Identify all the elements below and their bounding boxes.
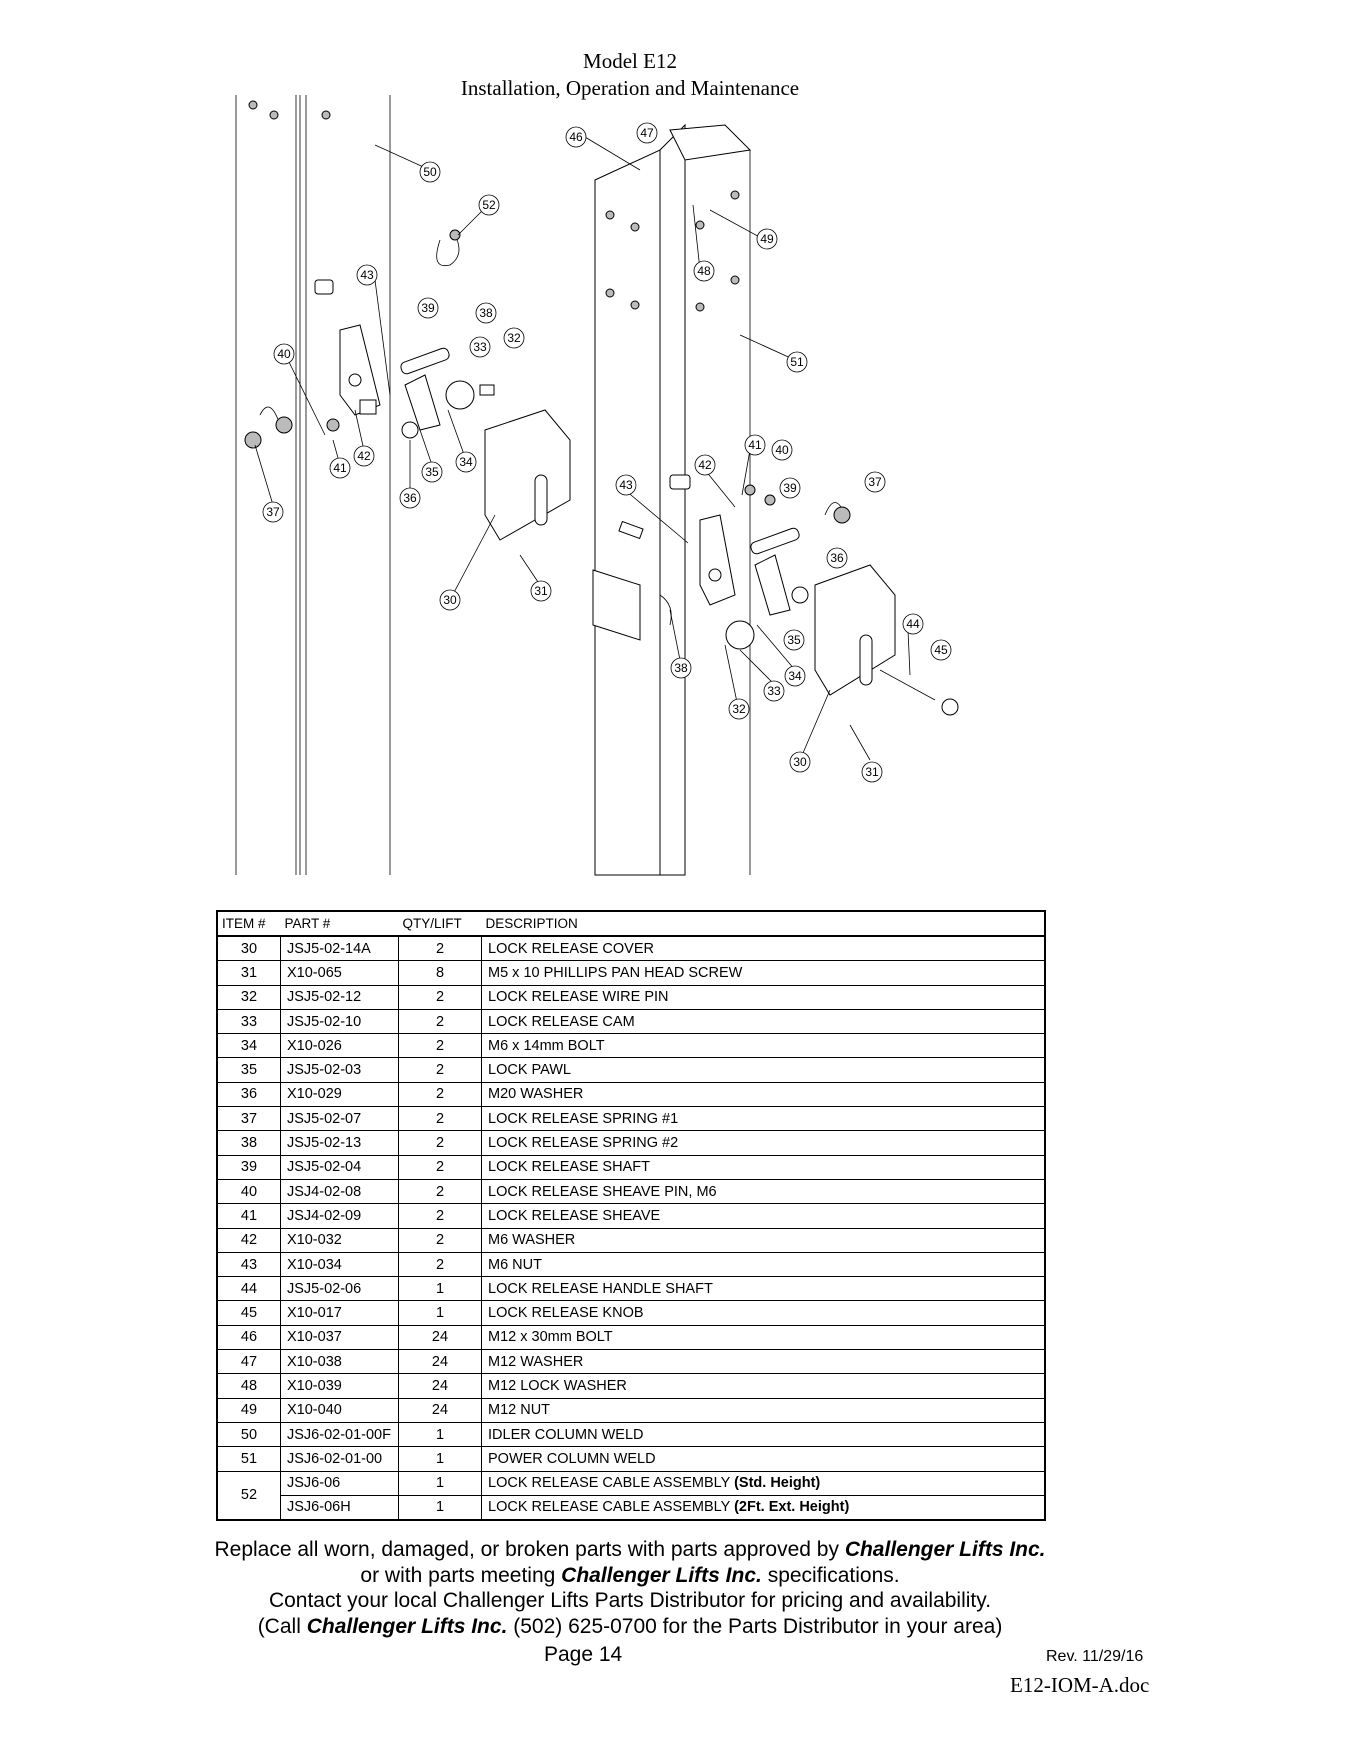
leader-lines	[255, 137, 910, 760]
callout-38a	[476, 303, 496, 323]
callout-39b	[780, 478, 800, 498]
cell-item: 38	[217, 1131, 281, 1155]
callout-label: 47	[640, 126, 654, 140]
exploded-parts-diagram	[230, 95, 1080, 885]
callout-label: 36	[403, 491, 417, 505]
callout-label: 41	[748, 438, 762, 452]
cell-description	[482, 1471, 1046, 1495]
callout-label: 44	[906, 617, 920, 631]
callout-label: 49	[760, 232, 774, 246]
cell-qty: 2	[399, 1155, 482, 1179]
table-row	[217, 1058, 1045, 1082]
cell-qty: 2	[399, 1107, 482, 1131]
cell-part: X10-029	[281, 1082, 399, 1106]
callout-label: 30	[793, 755, 807, 769]
page-header	[0, 48, 1260, 102]
cell-item: 49	[217, 1398, 281, 1422]
cell-item: 31	[217, 961, 281, 985]
manual-title: Installation, Operation and Maintenance	[460, 76, 800, 100]
table-row	[217, 1447, 1045, 1471]
cell-description: LOCK PAWL	[482, 1058, 1046, 1082]
callout-label: 30	[443, 593, 457, 607]
cell-part: JSJ4-02-08	[281, 1179, 399, 1203]
callout-39a	[418, 298, 438, 318]
callout-label: 34	[459, 455, 473, 469]
cell-qty: 2	[399, 1058, 482, 1082]
table-row	[217, 1350, 1045, 1374]
brand-name: Challenger Lifts Inc.	[561, 1563, 762, 1587]
table-row	[217, 1252, 1045, 1276]
table-row	[217, 1034, 1045, 1058]
callout-label: 41	[333, 461, 347, 475]
cell-description: POWER COLUMN WELD	[482, 1447, 1046, 1471]
callout-47	[637, 123, 657, 143]
callout-34b	[785, 666, 805, 686]
cell-item: 36	[217, 1082, 281, 1106]
model-title: Model E12	[583, 49, 677, 73]
callout-32b	[729, 699, 749, 719]
cell-qty: 1	[399, 1277, 482, 1301]
cell-item: 47	[217, 1350, 281, 1374]
table-header-row	[217, 911, 1045, 936]
cell-item: 48	[217, 1374, 281, 1398]
callout-label: 33	[473, 340, 487, 354]
callout-51	[787, 352, 807, 372]
callout-label: 32	[732, 702, 746, 716]
cell-qty: 2	[399, 1228, 482, 1252]
cell-part: JSJ5-02-14A	[281, 936, 399, 961]
header-item: ITEM #	[217, 911, 281, 936]
callout-33a	[470, 337, 490, 357]
table-row	[217, 1155, 1045, 1179]
table-row	[217, 1398, 1045, 1422]
notice-text: (502) 625-0700 for the Parts Distributor in your area)	[507, 1614, 1003, 1638]
cell-qty: 2	[399, 1252, 482, 1276]
table-row	[217, 1228, 1045, 1252]
callout-34a	[456, 452, 476, 472]
callout-label: 37	[266, 505, 280, 519]
callout-35b	[784, 630, 804, 650]
cell-item: 41	[217, 1204, 281, 1228]
cell-part: JSJ5-02-03	[281, 1058, 399, 1082]
cell-item: 39	[217, 1155, 281, 1179]
callout-50	[420, 162, 440, 182]
cell-qty: 8	[399, 961, 482, 985]
cell-item: 42	[217, 1228, 281, 1252]
cell-part: JSJ5-02-13	[281, 1131, 399, 1155]
callout-label: 32	[507, 331, 521, 345]
cell-description: LOCK RELEASE SPRING #2	[482, 1131, 1046, 1155]
callout-label: 40	[775, 443, 789, 457]
table-row	[217, 985, 1045, 1009]
callout-label: 42	[357, 449, 371, 463]
cell-item: 43	[217, 1252, 281, 1276]
cell-qty: 1	[399, 1447, 482, 1471]
cell-qty: 24	[399, 1398, 482, 1422]
brand-name: Challenger Lifts Inc.	[844, 1538, 1046, 1561]
callout-30a	[440, 590, 460, 610]
callout-label: 31	[534, 584, 548, 598]
callout-label: 43	[360, 268, 374, 282]
cell-part: JSJ6-02-01-00F	[281, 1422, 399, 1446]
callout-label: 38	[479, 306, 493, 320]
callout-label: 52	[482, 198, 496, 212]
cell-qty: 2	[399, 936, 482, 961]
cell-description: LOCK RELEASE KNOB	[482, 1301, 1046, 1325]
cell-description: IDLER COLUMN WELD	[482, 1422, 1046, 1446]
idler-column	[236, 95, 390, 875]
callout-label: 42	[698, 458, 712, 472]
callout-label: 45	[934, 643, 948, 657]
callout-49	[757, 229, 777, 249]
cell-qty: 1	[399, 1422, 482, 1446]
table-body	[217, 936, 1045, 1520]
cell-qty: 1	[399, 1471, 482, 1495]
callout-43b	[616, 475, 636, 495]
cell-description: LOCK RELEASE SHEAVE PIN, M6	[482, 1179, 1046, 1203]
table-row	[217, 1325, 1045, 1349]
cell-qty: 2	[399, 1204, 482, 1228]
callout-label: 34	[788, 669, 802, 683]
cell-item: 51	[217, 1447, 281, 1471]
callout-36b	[827, 548, 847, 568]
callout-52	[479, 195, 499, 215]
callout-label: 37	[868, 475, 882, 489]
notice-text: (Call	[257, 1614, 307, 1638]
callout-label: 35	[787, 633, 801, 647]
header-description: DESCRIPTION	[482, 911, 1046, 936]
cell-part: X10-037	[281, 1325, 399, 1349]
cell-qty: 24	[399, 1325, 482, 1349]
cell-description: M6 WASHER	[482, 1228, 1046, 1252]
cell-item: 30	[217, 936, 281, 961]
cell-part: X10-040	[281, 1398, 399, 1422]
cell-qty: 2	[399, 1131, 482, 1155]
notice-text: specifications.	[761, 1563, 900, 1587]
callout-label: 46	[569, 130, 583, 144]
callout-label: 40	[277, 347, 291, 361]
table-row	[217, 1009, 1045, 1033]
cell-item: 33	[217, 1009, 281, 1033]
cell-qty: 2	[399, 1082, 482, 1106]
cell-qty: 24	[399, 1374, 482, 1398]
cell-description	[482, 1495, 1046, 1520]
callout-label: 36	[830, 551, 844, 565]
notice-text: or with parts meeting	[360, 1563, 562, 1587]
cell-part: X10-034	[281, 1252, 399, 1276]
callout-label: 39	[783, 481, 797, 495]
cell-description: LOCK RELEASE SPRING #1	[482, 1107, 1046, 1131]
cell-item: 32	[217, 985, 281, 1009]
callout-label: 31	[865, 765, 879, 779]
table-row	[217, 1277, 1045, 1301]
table-row	[217, 1179, 1045, 1203]
callout-label: 39	[421, 301, 435, 315]
cell-part: JSJ5-02-06	[281, 1277, 399, 1301]
callout-label: 35	[425, 465, 439, 479]
table-row-52b	[217, 1495, 1045, 1520]
cell-item: 50	[217, 1422, 281, 1446]
cell-description: LOCK RELEASE SHEAVE	[482, 1204, 1046, 1228]
cell-part: JSJ6-02-01-00	[281, 1447, 399, 1471]
cell-description: M6 x 14mm BOLT	[482, 1034, 1046, 1058]
callout-label: 33	[767, 684, 781, 698]
callout-40b	[772, 440, 792, 460]
cell-part: JSJ6-06H	[281, 1495, 399, 1520]
callout-36a	[400, 488, 420, 508]
cell-description: M12 x 30mm BOLT	[482, 1325, 1046, 1349]
description-text: LOCK RELEASE CABLE ASSEMBLY	[488, 1475, 735, 1492]
cell-description: LOCK RELEASE WIRE PIN	[482, 985, 1046, 1009]
header-qty: QTY/LIFT	[399, 911, 482, 936]
table-row	[217, 1422, 1045, 1446]
callout-31b	[862, 762, 882, 782]
callout-41a	[330, 458, 350, 478]
callout-37a	[263, 502, 283, 522]
cell-description: M20 WASHER	[482, 1082, 1046, 1106]
cell-item: 45	[217, 1301, 281, 1325]
cell-part: X10-032	[281, 1228, 399, 1252]
callout-44	[903, 614, 923, 634]
table-row	[217, 961, 1045, 985]
cell-qty: 2	[399, 985, 482, 1009]
callout-42a	[354, 446, 374, 466]
notice-line-3: Contact your local Challenger Lifts Parts Distributor for pricing and availability.	[268, 1589, 992, 1612]
cell-qty: 2	[399, 1009, 482, 1033]
cell-item: 37	[217, 1107, 281, 1131]
callout-label: 38	[674, 661, 688, 675]
cell-qty: 2	[399, 1179, 482, 1203]
callout-label: 51	[790, 355, 804, 369]
cell-description: LOCK RELEASE HANDLE SHAFT	[482, 1277, 1046, 1301]
table-row	[217, 1301, 1045, 1325]
cell-description: M5 x 10 PHILLIPS PAN HEAD SCREW	[482, 961, 1046, 985]
height-note: (Std. Height)	[734, 1475, 821, 1492]
cell-part: X10-065	[281, 961, 399, 985]
callout-32a	[504, 328, 524, 348]
callout-35a	[422, 462, 442, 482]
cell-part: JSJ5-02-04	[281, 1155, 399, 1179]
document-filename: E12-IOM-A.doc	[1010, 1673, 1150, 1697]
cell-description: M6 NUT	[482, 1252, 1046, 1276]
height-note: (2Ft. Ext. Height)	[734, 1499, 850, 1516]
callout-46	[566, 127, 586, 147]
brand-name: Challenger Lifts Inc.	[306, 1614, 508, 1638]
revision-date: Rev. 11/29/16	[1046, 1648, 1144, 1665]
cell-part: JSJ5-02-07	[281, 1107, 399, 1131]
cell-item: 46	[217, 1325, 281, 1349]
table-row	[217, 1131, 1045, 1155]
callout-45	[931, 640, 951, 660]
table-row-52a	[217, 1471, 1045, 1495]
notice-text: Replace all worn, damaged, or broken parts with parts approved by	[214, 1538, 845, 1561]
cell-item: 52	[217, 1471, 281, 1520]
cell-part: JSJ4-02-09	[281, 1204, 399, 1228]
callout-48	[694, 261, 714, 281]
cell-item: 35	[217, 1058, 281, 1082]
right-lock-assembly	[660, 475, 958, 715]
cell-part: X10-017	[281, 1301, 399, 1325]
callout-label: 43	[619, 478, 633, 492]
notice-line-1	[130, 1537, 1130, 1563]
cell-qty: 1	[399, 1495, 482, 1520]
cell-part: JSJ5-02-12	[281, 985, 399, 1009]
page-number: Page 14	[544, 1643, 623, 1666]
cell-description: LOCK RELEASE COVER	[482, 936, 1046, 961]
callout-38b	[671, 658, 691, 678]
cell-qty: 2	[399, 1034, 482, 1058]
cell-part: X10-038	[281, 1350, 399, 1374]
parts-list-table	[216, 910, 1046, 1521]
cell-item: 44	[217, 1277, 281, 1301]
cell-qty: 24	[399, 1350, 482, 1374]
cell-part: X10-039	[281, 1374, 399, 1398]
callout-43a	[357, 265, 377, 285]
table-row	[217, 1374, 1045, 1398]
cell-description: M12 WASHER	[482, 1350, 1046, 1374]
notice-line-4	[130, 1614, 1130, 1640]
cell-description: M12 NUT	[482, 1398, 1046, 1422]
description-text: LOCK RELEASE CABLE ASSEMBLY	[488, 1499, 735, 1516]
cell-description: LOCK RELEASE CAM	[482, 1009, 1046, 1033]
power-column	[593, 125, 750, 875]
cell-description: LOCK RELEASE SHAFT	[482, 1155, 1046, 1179]
header-part: PART #	[281, 911, 399, 936]
cell-item: 34	[217, 1034, 281, 1058]
callout-41b	[745, 435, 765, 455]
notice-line-2	[130, 1563, 1130, 1589]
cell-qty: 1	[399, 1301, 482, 1325]
callout-37b	[865, 472, 885, 492]
diagram-svg	[230, 95, 1080, 885]
table-row	[217, 1204, 1045, 1228]
table-row	[217, 1107, 1045, 1131]
callout-label: 48	[697, 264, 711, 278]
callout-40a	[274, 344, 294, 364]
table-row	[217, 1082, 1045, 1106]
callout-31a	[531, 581, 551, 601]
cell-part: X10-026	[281, 1034, 399, 1058]
cell-part: JSJ5-02-10	[281, 1009, 399, 1033]
callout-33b	[764, 681, 784, 701]
callout-30b	[790, 752, 810, 772]
callout-label: 50	[423, 165, 437, 179]
cell-item: 40	[217, 1179, 281, 1203]
parts-notice	[130, 1537, 1130, 1639]
table-row	[217, 936, 1045, 961]
cell-description: M12 LOCK WASHER	[482, 1374, 1046, 1398]
cell-part: JSJ6-06	[281, 1471, 399, 1495]
callout-42b	[695, 455, 715, 475]
